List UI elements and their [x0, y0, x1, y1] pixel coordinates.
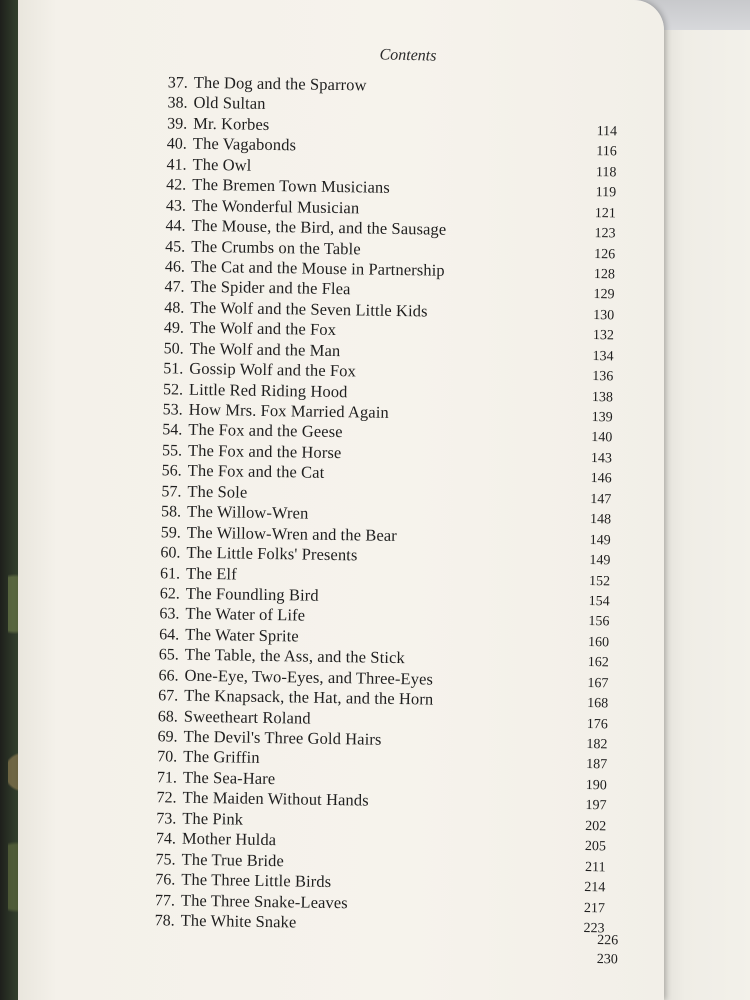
entry-number: 69.	[157, 728, 178, 746]
entry-title: The Water of Life	[185, 604, 306, 625]
entry-number: 71.	[156, 769, 178, 787]
entry-title: Little Red Riding Hood	[188, 379, 348, 401]
entry-page-number: 147	[590, 491, 612, 508]
entry-title: The Fox and the Horse	[187, 440, 342, 462]
entry-title: The Crumbs on the Table	[191, 236, 361, 258]
entry-number: 42.	[166, 176, 187, 194]
entry-page-number: 118	[595, 164, 617, 181]
entry-number: 68.	[157, 707, 179, 726]
entry-number: 38.	[167, 94, 188, 113]
entry-page-number: 214	[584, 880, 606, 896]
entry-number: 44.	[165, 217, 186, 235]
entry-page-number: 149	[589, 532, 611, 548]
entry-page-number: 143	[590, 450, 613, 467]
entry-title: The Three Little Birds	[181, 869, 332, 892]
entry-page-number: 114	[596, 123, 618, 140]
entry-page-number: 154	[588, 593, 610, 610]
entry-number: 52.	[162, 380, 184, 399]
entry-page-number: 146	[590, 471, 612, 487]
entry-title: The Dog and the Sparrow	[193, 72, 367, 95]
entry-title: Mr. Korbes	[193, 113, 270, 134]
entry-number: 47.	[164, 278, 185, 297]
entry-number: 73.	[156, 810, 177, 828]
entry-number: 43.	[165, 196, 187, 215]
entry-page-number: 139	[591, 410, 613, 426]
entry-title: The Griffin	[183, 747, 260, 768]
entry-page-number	[578, 103, 618, 104]
entry-title: The Cat and the Mouse in Partnership	[190, 256, 445, 280]
entry-number: 64.	[159, 626, 180, 644]
entry-title: The Wonderful Musician	[191, 195, 360, 217]
contents-list	[133, 72, 626, 938]
entry-number: 67.	[158, 687, 179, 705]
entry-page-number: 190	[585, 777, 607, 794]
entry-title: The Little Folks' Presents	[186, 542, 358, 565]
entry-title: The Devil's Three Gold Hairs	[183, 726, 382, 749]
entry-number: 75.	[155, 850, 176, 869]
entry-number: 66.	[158, 666, 179, 685]
entry-page-number: 136	[592, 369, 614, 385]
entry-number: 37.	[167, 74, 188, 92]
entry-title: The Water Sprite	[185, 624, 299, 646]
entry-title: The Maiden Without Hands	[182, 787, 369, 810]
entry-title: The Bremen Town Musicians	[192, 174, 391, 198]
entry-number: 55.	[161, 442, 183, 460]
entry-title: The Wolf and the Man	[189, 338, 341, 360]
entry-page-number: 149	[589, 553, 611, 569]
entry-page-number: 167	[587, 675, 609, 692]
entry-number: 62.	[159, 585, 180, 603]
entry-title: The Table, the Ass, and the Stick	[184, 644, 405, 668]
entry-title: The Sole	[187, 481, 248, 502]
entry-number: 63.	[159, 605, 180, 623]
entry-number: 49.	[163, 319, 185, 337]
entry-number: 61.	[159, 564, 181, 583]
entry-page-number: 160	[587, 634, 610, 651]
entry-title: The Elf	[185, 563, 237, 583]
entry-title: The Foundling Bird	[185, 583, 319, 605]
trailing-page-number: 226	[597, 932, 619, 949]
entry-number: 76.	[155, 871, 176, 889]
entry-page-number: 187	[586, 757, 608, 773]
entry-title: The Knapsack, the Hat, and the Horn	[184, 685, 434, 709]
entry-title: The Mouse, the Bird, and the Sausage	[191, 215, 447, 239]
entry-title: The Pink	[182, 808, 244, 829]
entry-page-number: 116	[596, 144, 617, 160]
entry-page-number: 162	[587, 655, 609, 671]
extra-page-numbers	[578, 931, 619, 970]
entry-number: 60.	[160, 544, 181, 562]
entry-page-number: 134	[592, 348, 614, 365]
entry-number: 40.	[166, 135, 188, 153]
entry-page-number: 130	[593, 307, 615, 324]
entry-title: Mother Hulda	[181, 828, 277, 850]
entry-page-number: 129	[593, 287, 615, 303]
entry-title: The Fox and the Cat	[187, 461, 325, 483]
entry-page-number: 126	[594, 246, 616, 262]
entry-number: 51.	[163, 360, 184, 378]
entry-page-number: 197	[585, 798, 607, 814]
page-header: Contents	[379, 46, 437, 65]
entry-title: Gossip Wolf and the Fox	[189, 358, 357, 381]
entry-title: The Spider and the Flea	[190, 277, 351, 299]
entry-number: 56.	[161, 462, 182, 480]
entry-page-number: 121	[594, 205, 616, 222]
entry-page-number	[578, 83, 618, 84]
entry-number: 58.	[160, 503, 182, 521]
entry-page-number: 202	[585, 818, 607, 835]
entry-page-number: 140	[591, 430, 613, 446]
entry-title: The Wolf and the Seven Little Kids	[190, 297, 428, 321]
entry-page-number: 128	[593, 266, 615, 283]
entry-number: 39.	[167, 115, 188, 133]
entry-number: 74.	[155, 830, 177, 848]
entry-number: 50.	[163, 340, 184, 358]
entry-title: The Sea-Hare	[182, 767, 276, 788]
entry-page-number: 217	[583, 900, 606, 916]
entry-number: 59.	[160, 523, 181, 542]
entry-page-number: 138	[591, 389, 614, 405]
entry-page-number: 182	[586, 737, 608, 753]
entry-number: 46.	[164, 258, 186, 276]
entry-number: 54.	[162, 421, 183, 440]
entry-number: 72.	[156, 789, 177, 807]
entry-page-number: 168	[587, 696, 609, 712]
entry-number: 70.	[157, 748, 178, 767]
trailing-page-number: 230	[596, 951, 618, 968]
entry-number: 45.	[165, 237, 186, 256]
entry-title: The White Snake	[180, 910, 297, 932]
entry-page-number: 148	[589, 512, 612, 528]
entry-page-number: 176	[586, 716, 608, 732]
entry-title: The Willow-Wren and the Bear	[186, 522, 397, 545]
entry-title: The Fox and the Geese	[188, 420, 343, 442]
entry-title: Sweetheart Roland	[183, 706, 311, 728]
entry-page-number: 223	[583, 920, 605, 937]
entry-title: How Mrs. Fox Married Again	[188, 399, 389, 422]
entry-title: One-Eye, Two-Eyes, and Three-Eyes	[184, 665, 434, 689]
entry-number: 77.	[154, 891, 176, 910]
entry-number: 78.	[154, 912, 175, 930]
entry-page-number: 211	[584, 859, 606, 875]
entry-number: 53.	[162, 401, 183, 419]
entry-page-number: 119	[595, 185, 617, 201]
entry-title: The Vagabonds	[192, 134, 297, 155]
entry-title: The True Bride	[181, 849, 285, 870]
entry-page-number: 156	[588, 614, 610, 630]
entry-number: 48.	[164, 299, 185, 317]
entry-number: 65.	[158, 646, 179, 664]
entry-page-number: 205	[584, 839, 607, 855]
entry-title: The Wolf and the Fox	[189, 317, 337, 340]
entry-title: The Owl	[192, 154, 252, 175]
entry-title: Old Sultan	[193, 93, 266, 114]
entry-page-number: 132	[592, 328, 615, 344]
entry-page-number: 152	[588, 573, 611, 589]
entry-title: The Three Snake-Leaves	[180, 890, 348, 912]
entry-number: 57.	[161, 483, 182, 501]
entry-title: The Willow-Wren	[186, 501, 309, 523]
entry-page-number: 123	[594, 226, 616, 242]
entry-number: 41.	[166, 156, 187, 174]
contents-page	[18, 0, 664, 1000]
